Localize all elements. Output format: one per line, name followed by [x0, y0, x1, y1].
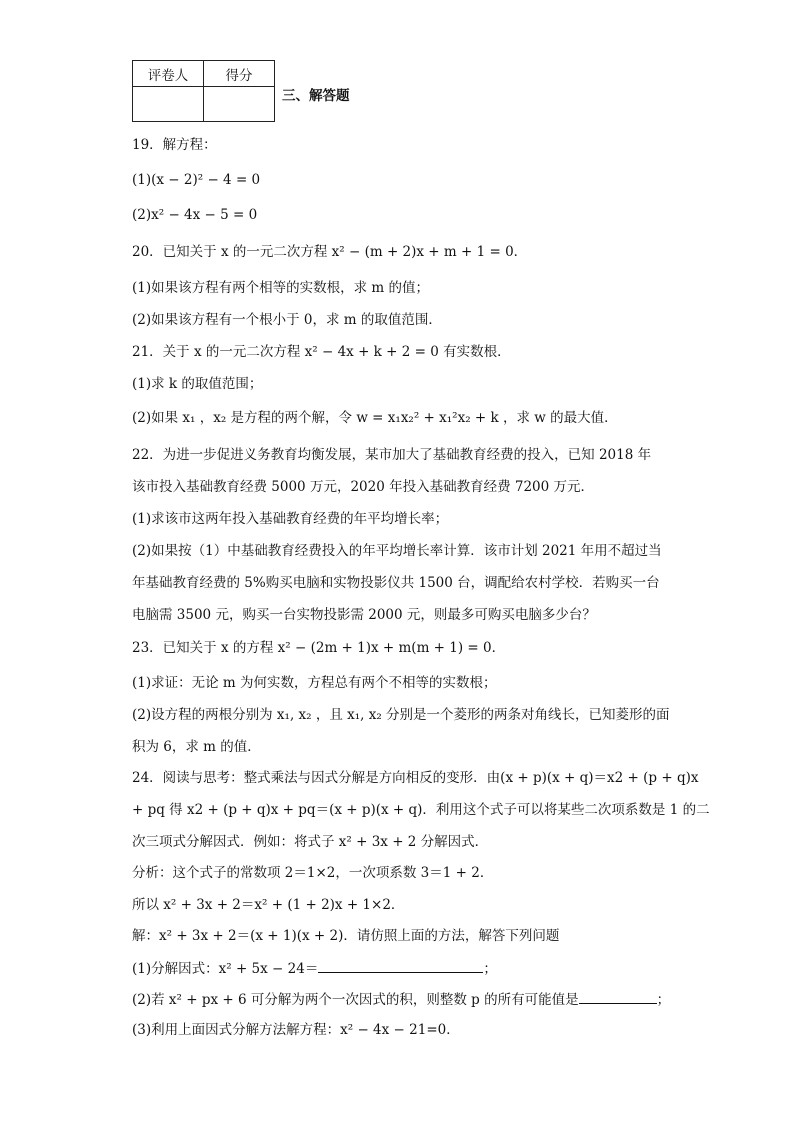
q19-part1: (1)(x − 2)² − 4 = 0	[132, 172, 261, 188]
q24-stem-line1: 24．阅读与思考：整式乘法与因式分解是方向相反的变形．由(x + p)(x + q)＝x2 + (p + q)x	[132, 770, 699, 786]
q19-stem: 19．解方程：	[132, 137, 217, 153]
q23-part2-line1: (2)设方程的两根分别为 x₁, x₂ ，且 x₁, x₂ 分别是一个菱形的两条对角线长，已知菱形的面	[132, 707, 670, 723]
reviewer-cell	[133, 87, 204, 122]
q24-therefore: 所以 x² + 3x + 2＝x² + (1 + 2)x + 1×2．	[132, 897, 405, 913]
q24-part2-text: (2)若 x² + px + 6 可分解为两个一次因式的积，则整数 p 的所有可能值是	[132, 992, 579, 1008]
q24-part2-end: ；	[656, 992, 671, 1008]
q24-solution: 解：x² + 3x + 2＝(x + 1)(x + 2)．请仿照上面的方法，解答下列问题	[132, 928, 560, 944]
q21-part1: (1)求 k 的取值范围；	[132, 376, 263, 392]
q23-stem: 23．已知关于 x 的方程 x² − (2m + 1)x + m(m + 1) = 0．	[132, 640, 506, 656]
answer-blank-1[interactable]	[318, 958, 483, 973]
q24-analysis: 分析：这个式子的常数项 2＝1×2，一次项系数 3＝1 + 2．	[132, 865, 494, 881]
answer-blank-2[interactable]	[579, 989, 657, 1004]
q22-stem-line1: 22．为进一步促进义务教育均衡发展，某市加大了基础教育经费的投入，已知 2018 年	[132, 447, 652, 463]
q24-part1	[132, 958, 497, 979]
reviewer-header: 评卷人	[133, 61, 204, 87]
q19-part2: (2)x² − 4x − 5 = 0	[132, 207, 258, 223]
q24-part1-end: ；	[483, 961, 497, 977]
q20-stem: 20．已知关于 x 的一元二次方程 x² − (m + 2)x + m + 1 = 0．	[132, 244, 528, 260]
q24-part2	[132, 989, 670, 1010]
q24-part1-text: (1)分解因式：x² + 5x − 24＝	[132, 961, 319, 977]
q21-stem: 21．关于 x 的一元二次方程 x² − 4x + k + 2 = 0 有实数根．	[132, 344, 511, 360]
q24-part3: (3)利用上面因式分解方法解方程：x² − 4x − 21=0．	[132, 1022, 460, 1038]
score-cell	[204, 87, 275, 122]
q22-part2-line1: (2)如果按（1）中基础教育经费投入的年平均增长率计算．该市计划 2021 年用不超过当	[132, 543, 662, 559]
q20-part2: (2)如果该方程有一个根小于 0，求 m 的取值范围．	[132, 312, 442, 328]
q23-part1: (1)求证：无论 m 为何实数，方程总有两个不相等的实数根；	[132, 675, 497, 691]
q22-part2-line3: 电脑需 3500 元，购买一台实物投影需 2000 元，则最多可购买电脑多少台？	[132, 607, 596, 623]
q21-part2: (2)如果 x₁ ，x₂ 是方程的两个解，令 w = x₁x₂² + x₁²x₂ + k ，求 w 的最大值．	[132, 410, 618, 426]
q22-stem-line2: 该市投入基础教育经费 5000 万元，2020 年投入基础教育经费 7200 万元．	[132, 479, 595, 495]
score-table	[132, 60, 275, 122]
q22-part2-line2: 年基础教育经费的 5%购买电脑和实物投影仪共 1500 台，调配给农村学校．若购买一台	[132, 575, 660, 591]
section-title: 三、解答题	[282, 88, 350, 104]
q20-part1: (1)如果该方程有两个相等的实数根，求 m 的值；	[132, 280, 430, 296]
score-header: 得分	[204, 61, 275, 87]
q24-stem-line3: 次三项式分解因式．例如：将式子 x² + 3x + 2 分解因式．	[132, 834, 489, 850]
q23-part2-line2: 积为 6，求 m 的值．	[132, 739, 261, 755]
q22-part1: (1)求该市这两年投入基础教育经费的年平均增长率；	[132, 511, 449, 527]
q24-stem-line2: + pq 得 x2 + (p + q)x + pq＝(x + p)(x + q)．利用这个式子可以将某些二次项系数是 1 的二	[132, 802, 710, 818]
